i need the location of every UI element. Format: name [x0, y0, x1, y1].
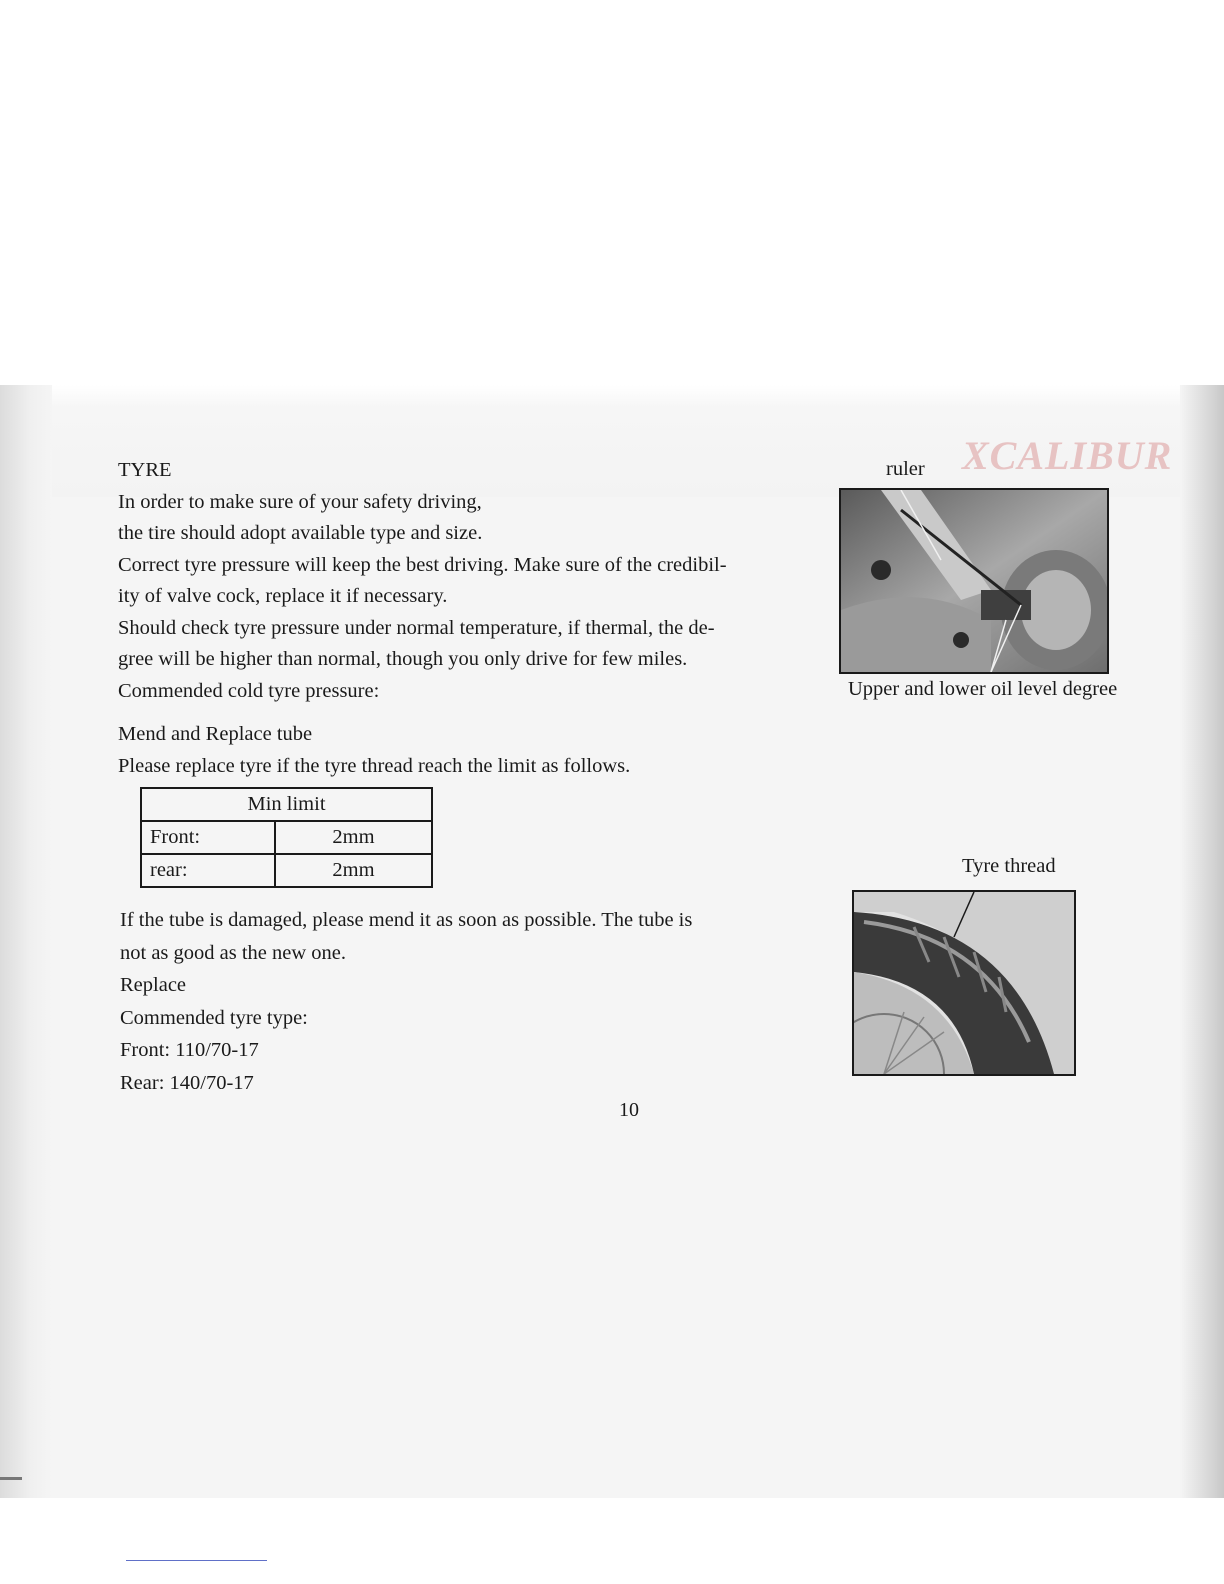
paragraph-line: Front: 110/70-17	[120, 1039, 259, 1061]
underline-artifact	[126, 1560, 267, 1561]
scan-artifact	[0, 1477, 22, 1480]
paragraph-line: If the tube is damaged, please mend it as soon as possible. The tube is	[120, 909, 693, 931]
paragraph-line: ity of valve cock, replace it if necessary.	[118, 585, 448, 607]
paragraph-line: In order to make sure of your safety driving,	[118, 490, 482, 513]
tyre-thread-label: Tyre thread	[962, 855, 1056, 877]
page-number: 10	[619, 1099, 639, 1121]
oil-level-caption: Upper and lower oil level degree	[848, 678, 1118, 700]
tube-section	[118, 719, 630, 782]
tyre-photo-illustration	[854, 892, 1074, 1074]
engine-oil-photo	[839, 488, 1109, 674]
page-left-edge	[0, 385, 52, 1498]
page-right-edge	[1180, 385, 1224, 1498]
paragraph-line: Commended tyre type:	[120, 1006, 308, 1029]
paragraph-line: Rear: 140/70-17	[120, 1071, 254, 1094]
paragraph-line: Commended cold tyre pressure:	[118, 679, 380, 702]
tyre-section	[118, 455, 727, 707]
section-heading: TYRE	[118, 459, 172, 481]
tube-replace-section	[120, 905, 692, 1100]
table-header-row	[141, 788, 432, 821]
paragraph-line: Replace	[120, 974, 187, 996]
min-limit-table	[140, 787, 433, 888]
ruler-label: ruler	[886, 458, 925, 480]
row-value: 2mm	[275, 821, 432, 854]
paragraph-line: Correct tyre pressure will keep the best driving. Make sure of the credibil-	[118, 553, 727, 576]
engine-photo-illustration	[841, 490, 1107, 672]
paragraph-line: the tire should adopt available type and size.	[118, 522, 483, 544]
brand-watermark: XCALIBUR	[962, 433, 1173, 478]
table-row	[141, 821, 432, 854]
row-label: rear:	[141, 854, 275, 887]
row-label: Front:	[141, 821, 275, 854]
tyre-thread-photo	[852, 890, 1076, 1076]
section-heading: Mend and Replace tube	[118, 723, 313, 745]
paragraph-line: not as good as the new one.	[120, 941, 347, 964]
paragraph-line: Please replace tyre if the tyre thread reach the limit as follows.	[118, 754, 631, 777]
table-header: Min limit	[141, 788, 432, 821]
paragraph-line: Should check tyre pressure under normal temperature, if thermal, the de-	[118, 616, 715, 639]
row-value: 2mm	[275, 854, 432, 887]
table-row	[141, 854, 432, 887]
paragraph-line: gree will be higher than normal, though you only drive for few miles.	[118, 648, 688, 670]
